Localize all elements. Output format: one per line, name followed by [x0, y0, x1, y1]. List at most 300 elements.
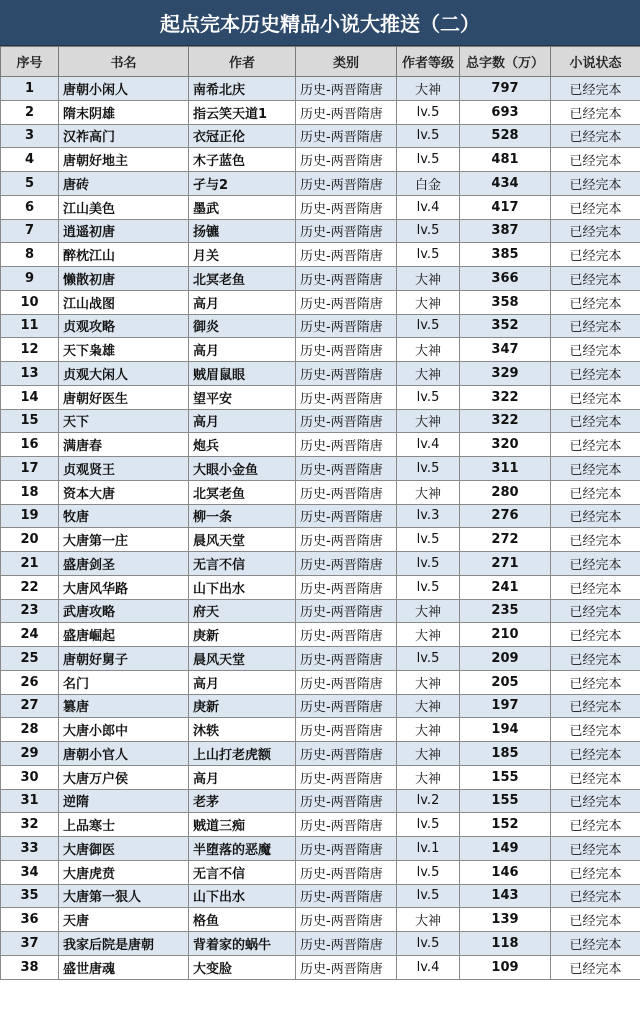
- cell-book-name: 大唐小郎中: [59, 718, 189, 742]
- table-row: [1, 77, 640, 101]
- cell-category: 历史-两晋隋唐: [296, 409, 397, 433]
- cell-category: 历史-两晋隋唐: [296, 385, 397, 409]
- cell-author-level: 大神: [397, 480, 460, 504]
- cell-status: 已经完本: [551, 385, 640, 409]
- cell-num: 20: [1, 528, 59, 552]
- cell-num: 34: [1, 860, 59, 884]
- cell-word-count: 322: [460, 385, 551, 409]
- cell-num: 6: [1, 195, 59, 219]
- cell-author-level: lv.4: [397, 433, 460, 457]
- cell-num: 9: [1, 267, 59, 291]
- cell-status: 已经完本: [551, 670, 640, 694]
- table-body: [1, 77, 640, 980]
- cell-author-level: lv.5: [397, 884, 460, 908]
- table-header-row: [1, 47, 640, 77]
- cell-status: 已经完本: [551, 433, 640, 457]
- cell-author: 北冥老鱼: [189, 480, 296, 504]
- cell-num: 38: [1, 955, 59, 979]
- cell-author: 府天: [189, 599, 296, 623]
- cell-num: 14: [1, 385, 59, 409]
- cell-category: 历史-两晋隋唐: [296, 314, 397, 338]
- cell-status: 已经完本: [551, 290, 640, 314]
- page-title: 起点完本历史精品小说大推送（二）: [0, 0, 640, 46]
- cell-author: 山下出水: [189, 575, 296, 599]
- cell-category: 历史-两晋隋唐: [296, 932, 397, 956]
- cell-word-count: 185: [460, 742, 551, 766]
- cell-num: 37: [1, 932, 59, 956]
- cell-status: 已经完本: [551, 623, 640, 647]
- table-row: [1, 884, 640, 908]
- cell-author-level: 大神: [397, 77, 460, 101]
- cell-author-level: lv.5: [397, 860, 460, 884]
- cell-word-count: 358: [460, 290, 551, 314]
- cell-category: 历史-两晋隋唐: [296, 742, 397, 766]
- cell-word-count: 481: [460, 148, 551, 172]
- cell-author: 背着家的蜗牛: [189, 932, 296, 956]
- table-row: [1, 528, 640, 552]
- table-row: [1, 385, 640, 409]
- cell-author: 贼眉鼠眼: [189, 362, 296, 386]
- cell-num: 5: [1, 172, 59, 196]
- table-row: [1, 575, 640, 599]
- header-name: 书名: [59, 47, 189, 77]
- cell-author: 柳一条: [189, 504, 296, 528]
- cell-category: 历史-两晋隋唐: [296, 813, 397, 837]
- cell-status: 已经完本: [551, 172, 640, 196]
- cell-book-name: 上品寒士: [59, 813, 189, 837]
- cell-author-level: lv.5: [397, 385, 460, 409]
- cell-word-count: 276: [460, 504, 551, 528]
- cell-book-name: 唐朝好地主: [59, 148, 189, 172]
- cell-author-level: lv.5: [397, 314, 460, 338]
- cell-book-name: 大唐风华路: [59, 575, 189, 599]
- cell-word-count: 352: [460, 314, 551, 338]
- cell-num: 30: [1, 765, 59, 789]
- cell-num: 32: [1, 813, 59, 837]
- cell-word-count: 434: [460, 172, 551, 196]
- cell-book-name: 大唐御医: [59, 837, 189, 861]
- cell-num: 31: [1, 789, 59, 813]
- cell-num: 28: [1, 718, 59, 742]
- cell-category: 历史-两晋隋唐: [296, 480, 397, 504]
- cell-author-level: 大神: [397, 718, 460, 742]
- table-row: [1, 457, 640, 481]
- cell-num: 3: [1, 124, 59, 148]
- cell-author-level: 大神: [397, 362, 460, 386]
- novel-table: [0, 46, 640, 980]
- table-row: [1, 433, 640, 457]
- cell-word-count: 235: [460, 599, 551, 623]
- cell-status: 已经完本: [551, 694, 640, 718]
- cell-status: 已经完本: [551, 100, 640, 124]
- table-row: [1, 124, 640, 148]
- cell-word-count: 528: [460, 124, 551, 148]
- cell-author: 木子蓝色: [189, 148, 296, 172]
- cell-book-name: 逆隋: [59, 789, 189, 813]
- cell-book-name: 江山战图: [59, 290, 189, 314]
- cell-category: 历史-两晋隋唐: [296, 694, 397, 718]
- cell-category: 历史-两晋隋唐: [296, 195, 397, 219]
- cell-book-name: 贞观贤王: [59, 457, 189, 481]
- cell-status: 已经完本: [551, 528, 640, 552]
- cell-author: 贼道三痴: [189, 813, 296, 837]
- table-row: [1, 647, 640, 671]
- cell-word-count: 387: [460, 219, 551, 243]
- table-row: [1, 694, 640, 718]
- table-row: [1, 837, 640, 861]
- cell-category: 历史-两晋隋唐: [296, 908, 397, 932]
- cell-status: 已经完本: [551, 742, 640, 766]
- cell-book-name: 天下枭雄: [59, 338, 189, 362]
- cell-status: 已经完本: [551, 837, 640, 861]
- cell-author: 晨风天堂: [189, 528, 296, 552]
- cell-word-count: 797: [460, 77, 551, 101]
- cell-book-name: 名门: [59, 670, 189, 694]
- table-row: [1, 765, 640, 789]
- cell-author-level: lv.5: [397, 124, 460, 148]
- cell-word-count: 139: [460, 908, 551, 932]
- cell-book-name: 盛唐剑圣: [59, 552, 189, 576]
- table-row: [1, 623, 640, 647]
- cell-category: 历史-两晋隋唐: [296, 124, 397, 148]
- cell-word-count: 693: [460, 100, 551, 124]
- cell-status: 已经完本: [551, 599, 640, 623]
- cell-author: 大眼小金鱼: [189, 457, 296, 481]
- cell-author-level: 大神: [397, 290, 460, 314]
- cell-book-name: 武唐攻略: [59, 599, 189, 623]
- cell-status: 已经完本: [551, 362, 640, 386]
- table-row: [1, 100, 640, 124]
- cell-category: 历史-两晋隋唐: [296, 504, 397, 528]
- cell-author-level: lv.5: [397, 647, 460, 671]
- table-row: [1, 955, 640, 979]
- table-row: [1, 219, 640, 243]
- cell-author-level: 大神: [397, 409, 460, 433]
- cell-num: 21: [1, 552, 59, 576]
- cell-category: 历史-两晋隋唐: [296, 575, 397, 599]
- cell-status: 已经完本: [551, 860, 640, 884]
- cell-word-count: 197: [460, 694, 551, 718]
- cell-word-count: 417: [460, 195, 551, 219]
- table-row: [1, 742, 640, 766]
- table-row: [1, 932, 640, 956]
- table-row: [1, 314, 640, 338]
- cell-category: 历史-两晋隋唐: [296, 884, 397, 908]
- table-row: [1, 670, 640, 694]
- cell-word-count: 210: [460, 623, 551, 647]
- cell-num: 24: [1, 623, 59, 647]
- cell-author-level: lv.5: [397, 552, 460, 576]
- table-row: [1, 195, 640, 219]
- cell-book-name: 贞观大闲人: [59, 362, 189, 386]
- cell-author: 南希北庆: [189, 77, 296, 101]
- cell-author-level: 大神: [397, 338, 460, 362]
- cell-author-level: 大神: [397, 694, 460, 718]
- table-row: [1, 148, 640, 172]
- cell-word-count: 194: [460, 718, 551, 742]
- table-row: [1, 243, 640, 267]
- cell-status: 已经完本: [551, 789, 640, 813]
- cell-status: 已经完本: [551, 243, 640, 267]
- cell-book-name: 盛世唐魂: [59, 955, 189, 979]
- cell-category: 历史-两晋隋唐: [296, 77, 397, 101]
- header-num: 序号: [1, 47, 59, 77]
- cell-status: 已经完本: [551, 195, 640, 219]
- cell-num: 33: [1, 837, 59, 861]
- cell-book-name: 天唐: [59, 908, 189, 932]
- cell-author: 老茅: [189, 789, 296, 813]
- cell-status: 已经完本: [551, 338, 640, 362]
- cell-word-count: 118: [460, 932, 551, 956]
- cell-category: 历史-两晋隋唐: [296, 457, 397, 481]
- table-row: [1, 860, 640, 884]
- cell-category: 历史-两晋隋唐: [296, 338, 397, 362]
- cell-num: 22: [1, 575, 59, 599]
- cell-num: 29: [1, 742, 59, 766]
- cell-author-level: lv.5: [397, 575, 460, 599]
- cell-num: 4: [1, 148, 59, 172]
- cell-word-count: 155: [460, 789, 551, 813]
- cell-book-name: 逍遥初唐: [59, 219, 189, 243]
- cell-status: 已经完本: [551, 908, 640, 932]
- cell-num: 1: [1, 77, 59, 101]
- cell-category: 历史-两晋隋唐: [296, 100, 397, 124]
- cell-category: 历史-两晋隋唐: [296, 789, 397, 813]
- cell-category: 历史-两晋隋唐: [296, 670, 397, 694]
- cell-word-count: 329: [460, 362, 551, 386]
- cell-author: 无言不信: [189, 552, 296, 576]
- cell-word-count: 385: [460, 243, 551, 267]
- cell-book-name: 天下: [59, 409, 189, 433]
- cell-author: 上山打老虎额: [189, 742, 296, 766]
- cell-category: 历史-两晋隋唐: [296, 765, 397, 789]
- cell-author: 格鱼: [189, 908, 296, 932]
- cell-author: 高月: [189, 338, 296, 362]
- cell-author-level: lv.2: [397, 789, 460, 813]
- cell-category: 历史-两晋隋唐: [296, 243, 397, 267]
- cell-word-count: 152: [460, 813, 551, 837]
- cell-author-level: 大神: [397, 742, 460, 766]
- cell-status: 已经完本: [551, 409, 640, 433]
- cell-author: 高月: [189, 670, 296, 694]
- table-row: [1, 362, 640, 386]
- cell-book-name: 我家后院是唐朝: [59, 932, 189, 956]
- cell-book-name: 大唐虎贲: [59, 860, 189, 884]
- cell-category: 历史-两晋隋唐: [296, 718, 397, 742]
- table-row: [1, 504, 640, 528]
- cell-category: 历史-两晋隋唐: [296, 433, 397, 457]
- cell-author: 半堕落的恶魔: [189, 837, 296, 861]
- cell-author-level: lv.3: [397, 504, 460, 528]
- table-row: [1, 908, 640, 932]
- cell-num: 35: [1, 884, 59, 908]
- cell-word-count: 143: [460, 884, 551, 908]
- cell-word-count: 155: [460, 765, 551, 789]
- cell-author: 山下出水: [189, 884, 296, 908]
- cell-status: 已经完本: [551, 718, 640, 742]
- cell-status: 已经完本: [551, 457, 640, 481]
- cell-word-count: 109: [460, 955, 551, 979]
- table-row: [1, 718, 640, 742]
- cell-status: 已经完本: [551, 504, 640, 528]
- cell-word-count: 146: [460, 860, 551, 884]
- cell-num: 7: [1, 219, 59, 243]
- cell-status: 已经完本: [551, 480, 640, 504]
- cell-status: 已经完本: [551, 955, 640, 979]
- table-row: [1, 172, 640, 196]
- cell-author-level: lv.5: [397, 457, 460, 481]
- cell-author-level: lv.5: [397, 813, 460, 837]
- cell-category: 历史-两晋隋唐: [296, 860, 397, 884]
- cell-author: 墨武: [189, 195, 296, 219]
- cell-book-name: 唐朝好医生: [59, 385, 189, 409]
- cell-author-level: 大神: [397, 908, 460, 932]
- cell-num: 17: [1, 457, 59, 481]
- cell-category: 历史-两晋隋唐: [296, 172, 397, 196]
- cell-status: 已经完本: [551, 884, 640, 908]
- cell-author-level: 大神: [397, 670, 460, 694]
- table-row: [1, 290, 640, 314]
- cell-status: 已经完本: [551, 77, 640, 101]
- cell-num: 25: [1, 647, 59, 671]
- cell-category: 历史-两晋隋唐: [296, 599, 397, 623]
- cell-status: 已经完本: [551, 552, 640, 576]
- cell-book-name: 懒散初唐: [59, 267, 189, 291]
- cell-book-name: 牧唐: [59, 504, 189, 528]
- cell-word-count: 280: [460, 480, 551, 504]
- cell-num: 27: [1, 694, 59, 718]
- cell-word-count: 205: [460, 670, 551, 694]
- cell-book-name: 盛唐崛起: [59, 623, 189, 647]
- cell-word-count: 320: [460, 433, 551, 457]
- cell-status: 已经完本: [551, 219, 640, 243]
- header-level: 作者等级: [397, 47, 460, 77]
- cell-author-level: 大神: [397, 765, 460, 789]
- cell-num: 8: [1, 243, 59, 267]
- cell-book-name: 隋末阴雄: [59, 100, 189, 124]
- table-row: [1, 552, 640, 576]
- cell-book-name: 资本大唐: [59, 480, 189, 504]
- cell-num: 10: [1, 290, 59, 314]
- cell-category: 历史-两晋隋唐: [296, 362, 397, 386]
- cell-book-name: 唐砖: [59, 172, 189, 196]
- cell-category: 历史-两晋隋唐: [296, 955, 397, 979]
- table-row: [1, 409, 640, 433]
- cell-category: 历史-两晋隋唐: [296, 552, 397, 576]
- cell-category: 历史-两晋隋唐: [296, 267, 397, 291]
- cell-author: 庚新: [189, 623, 296, 647]
- cell-status: 已经完本: [551, 575, 640, 599]
- table-row: [1, 789, 640, 813]
- cell-category: 历史-两晋隋唐: [296, 623, 397, 647]
- cell-author: 高月: [189, 765, 296, 789]
- table-row: [1, 338, 640, 362]
- cell-word-count: 271: [460, 552, 551, 576]
- cell-author: 望平安: [189, 385, 296, 409]
- cell-num: 15: [1, 409, 59, 433]
- cell-author-level: 大神: [397, 623, 460, 647]
- cell-word-count: 311: [460, 457, 551, 481]
- cell-book-name: 唐朝小闲人: [59, 77, 189, 101]
- cell-num: 11: [1, 314, 59, 338]
- cell-status: 已经完本: [551, 267, 640, 291]
- cell-author: 炮兵: [189, 433, 296, 457]
- cell-word-count: 366: [460, 267, 551, 291]
- cell-author-level: lv.5: [397, 932, 460, 956]
- header-words: 总字数（万）: [460, 47, 551, 77]
- cell-author: 御炎: [189, 314, 296, 338]
- cell-author-level: 大神: [397, 267, 460, 291]
- cell-author: 衣冠正伦: [189, 124, 296, 148]
- header-category: 类别: [296, 47, 397, 77]
- cell-book-name: 唐朝小官人: [59, 742, 189, 766]
- cell-category: 历史-两晋隋唐: [296, 219, 397, 243]
- cell-status: 已经完本: [551, 647, 640, 671]
- cell-book-name: 大唐第一狠人: [59, 884, 189, 908]
- cell-author: 沐轶: [189, 718, 296, 742]
- cell-status: 已经完本: [551, 765, 640, 789]
- cell-author: 庚新: [189, 694, 296, 718]
- cell-status: 已经完本: [551, 314, 640, 338]
- cell-author-level: lv.5: [397, 148, 460, 172]
- cell-author-level: lv.1: [397, 837, 460, 861]
- cell-num: 23: [1, 599, 59, 623]
- cell-author-level: 白金: [397, 172, 460, 196]
- cell-book-name: 大唐第一庄: [59, 528, 189, 552]
- header-status: 小说状态: [551, 47, 640, 77]
- cell-author: 月关: [189, 243, 296, 267]
- cell-author: 无言不信: [189, 860, 296, 884]
- cell-status: 已经完本: [551, 932, 640, 956]
- cell-book-name: 大唐万户侯: [59, 765, 189, 789]
- cell-book-name: 醉枕江山: [59, 243, 189, 267]
- cell-author-level: lv.5: [397, 528, 460, 552]
- cell-status: 已经完本: [551, 148, 640, 172]
- cell-num: 16: [1, 433, 59, 457]
- cell-author: 北冥老鱼: [189, 267, 296, 291]
- table-row: [1, 599, 640, 623]
- cell-word-count: 322: [460, 409, 551, 433]
- cell-author: 孑与2: [189, 172, 296, 196]
- cell-num: 2: [1, 100, 59, 124]
- cell-word-count: 241: [460, 575, 551, 599]
- cell-num: 18: [1, 480, 59, 504]
- cell-category: 历史-两晋隋唐: [296, 837, 397, 861]
- cell-book-name: 唐朝好舅子: [59, 647, 189, 671]
- cell-word-count: 272: [460, 528, 551, 552]
- cell-book-name: 江山美色: [59, 195, 189, 219]
- cell-num: 19: [1, 504, 59, 528]
- header-author: 作者: [189, 47, 296, 77]
- cell-category: 历史-两晋隋唐: [296, 290, 397, 314]
- table-row: [1, 813, 640, 837]
- cell-author: 晨风天堂: [189, 647, 296, 671]
- cell-author-level: lv.5: [397, 243, 460, 267]
- cell-book-name: 汉祚高门: [59, 124, 189, 148]
- table-row: [1, 267, 640, 291]
- cell-author: 大变脸: [189, 955, 296, 979]
- cell-num: 36: [1, 908, 59, 932]
- cell-num: 26: [1, 670, 59, 694]
- cell-book-name: 贞观攻略: [59, 314, 189, 338]
- cell-author-level: lv.4: [397, 195, 460, 219]
- cell-author-level: 大神: [397, 599, 460, 623]
- cell-book-name: 满唐春: [59, 433, 189, 457]
- table-row: [1, 480, 640, 504]
- cell-category: 历史-两晋隋唐: [296, 647, 397, 671]
- cell-author-level: lv.5: [397, 219, 460, 243]
- cell-word-count: 347: [460, 338, 551, 362]
